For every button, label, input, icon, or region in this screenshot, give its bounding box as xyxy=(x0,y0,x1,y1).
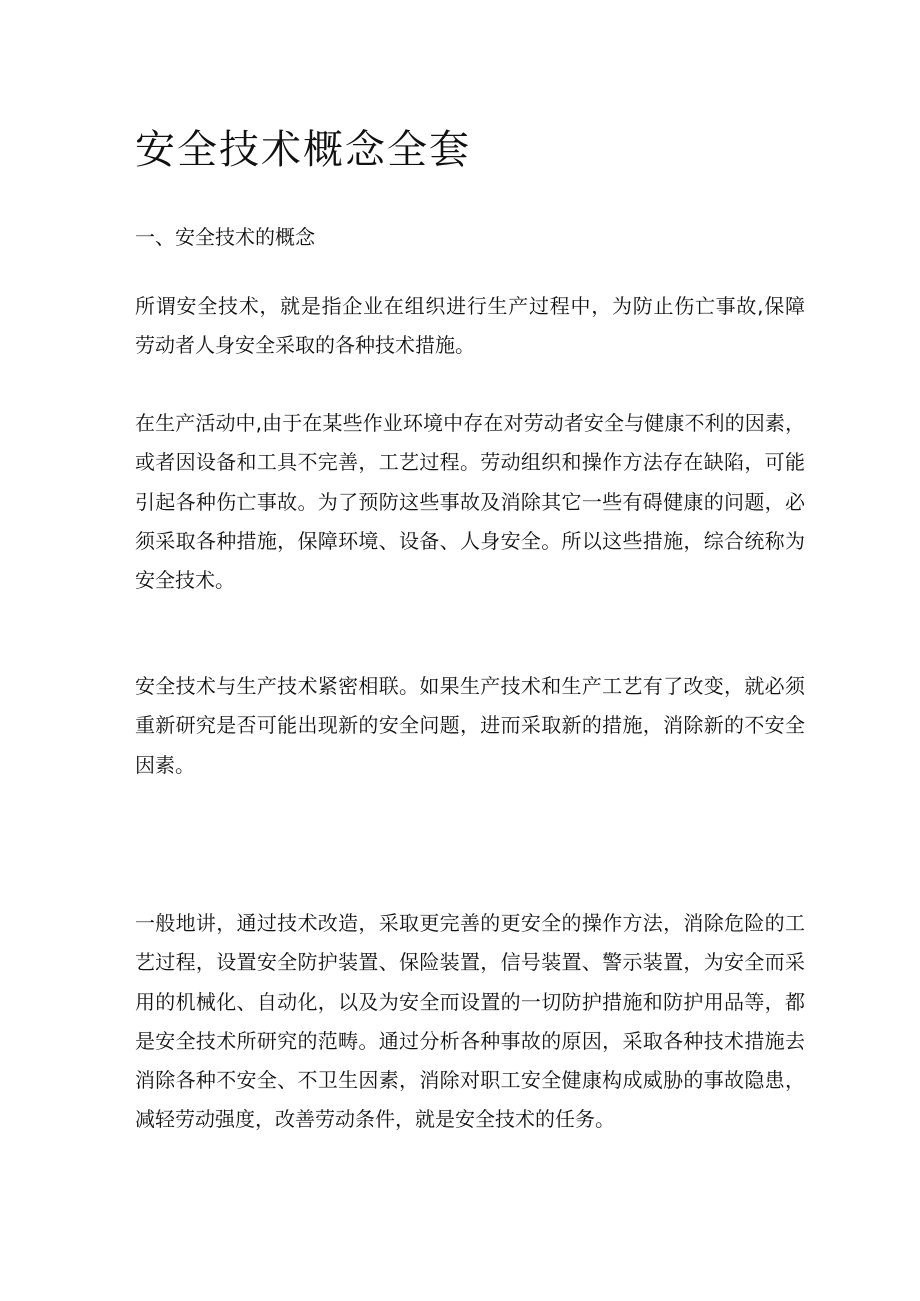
paragraph-line: 一般地讲，通过技术改造，采取更完善的更安全的操作方法，消除危险的工 xyxy=(135,911,805,935)
paragraph-relation xyxy=(135,667,805,785)
paragraph-line: 艺过程，设置安全防护装置、保险装置，信号装置、警示装置，为安全而采 xyxy=(135,950,805,975)
paragraph-scope-and-task xyxy=(135,904,805,1140)
paragraph-line: 因素。 xyxy=(135,752,195,777)
paragraph-line: 用的机械化、自动化，以及为安全而设置的一切防护措施和防护用品等，都 xyxy=(135,989,805,1014)
paragraph-line: 引起各种伤亡事故。为了预防这些事故及消除其它一些有碍健康的问题，必 xyxy=(135,489,805,514)
paragraph-line: 是安全技术所研究的范畴。通过分析各种事故的原因，采取各种技术措施去 xyxy=(135,1028,805,1053)
paragraph-definition xyxy=(135,287,805,366)
paragraph-line: 劳动者人身安全采取的各种技术措施。 xyxy=(135,333,475,358)
paragraph-line: 所谓安全技术，就是指企业在组织进行生产过程中，为防止伤亡事故,保障 xyxy=(135,294,805,318)
paragraph-background xyxy=(135,404,805,600)
paragraph-line: 安全技术。 xyxy=(135,568,235,593)
paragraph-line: 减轻劳动强度，改善劳动条件，就是安全技术的任务。 xyxy=(135,1107,615,1132)
paragraph-line: 在生产活动中,由于在某些作业环境中存在对劳动者安全与健康不利的因素， xyxy=(135,411,805,435)
paragraph-line: 安全技术与生产技术紧密相联。如果生产技术和生产工艺有了改变，就必须 xyxy=(135,674,805,698)
paragraph-line: 消除各种不安全、不卫生因素，消除对职工安全健康构成威胁的事故隐患， xyxy=(135,1068,805,1093)
document-title: 安全技术概念全套 xyxy=(135,127,471,173)
paragraph-line: 或者因设备和工具不完善，工艺过程。劳动组织和操作方法存在缺陷，可能 xyxy=(135,450,805,475)
section-heading: 一、安全技术的概念 xyxy=(135,225,315,249)
paragraph-line: 重新研究是否可能出现新的安全问题，进而采取新的措施，消除新的不安全 xyxy=(135,713,805,738)
paragraph-line: 须采取各种措施，保障环境、设备、人身安全。所以这些措施，综合统称为 xyxy=(135,528,805,553)
